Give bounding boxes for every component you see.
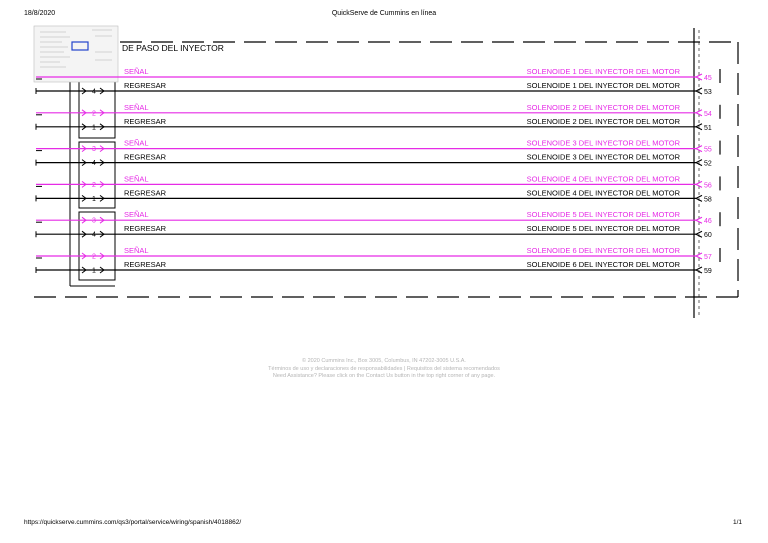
return-label: REGRESAR [124, 81, 167, 90]
signal-destination: SOLENOIDE 2 DEL INYECTOR DEL MOTOR [526, 102, 680, 112]
signal-pin-right: 45 [704, 75, 712, 82]
signal-label: SEÑAL [124, 138, 149, 148]
signal-destination: SOLENOIDE 3 DEL INYECTOR DEL MOTOR [526, 138, 680, 148]
return-pin-right: 53 [704, 89, 712, 96]
return-label: REGRESAR [124, 152, 167, 162]
return-label: REGRESAR [124, 116, 167, 126]
signal-label: SEÑAL [124, 102, 149, 112]
signal-arrow [696, 253, 702, 259]
locator-thumbnail [34, 26, 118, 82]
return-pin-right: 58 [704, 196, 712, 204]
return-pin-left: 4 [92, 160, 96, 168]
signal-label: SEÑAL [124, 246, 149, 255]
signal-arrow [696, 181, 702, 187]
signal-pin-right: 46 [704, 218, 712, 226]
return-destination: SOLENOIDE 5 DEL INYECTOR DEL MOTOR [526, 224, 680, 234]
requirements-link[interactable]: Requisitos del sistema recomendados [406, 365, 500, 372]
assistance-line: Need Assistance? Please click on the Contact Us button in the top right corner of any page. [272, 373, 496, 379]
signal-destination: SOLENOIDE 5 DEL INYECTOR DEL MOTOR [526, 210, 680, 220]
return-pin-left: 4 [92, 88, 96, 96]
legal-links [0, 366, 768, 374]
return-label: REGRESAR [124, 260, 167, 269]
return-pin-right: 59 [704, 268, 712, 275]
signal-destination: SOLENOIDE 4 DEL INYECTOR DEL MOTOR [526, 174, 680, 184]
return-pin-left: 4 [92, 231, 96, 239]
return-destination: SOLENOIDE 6 DEL INYECTOR DEL MOTOR [526, 260, 680, 269]
signal-label: SEÑAL [124, 210, 149, 220]
return-pin-left: 1 [92, 195, 96, 203]
signal-arrow [696, 217, 702, 223]
signal-label: SEÑAL [124, 67, 149, 76]
return-pin-right: 60 [704, 232, 712, 240]
page-number: 1/1 [732, 519, 742, 526]
diagram-heading: DE PASO DEL INYECTOR [122, 43, 224, 53]
return-pin-right: 52 [704, 160, 712, 168]
return-destination: SOLENOIDE 3 DEL INYECTOR DEL MOTOR [526, 152, 680, 162]
return-pin-left: 1 [92, 267, 96, 275]
signal-pin-right: 56 [704, 182, 712, 190]
signal-pin-right: 57 [704, 254, 712, 261]
return-pin-right: 51 [704, 124, 712, 132]
signal-arrow [696, 146, 702, 152]
signal-pin-left: 3 [92, 146, 96, 154]
signal-pin-right: 55 [704, 146, 712, 154]
signal-arrow [696, 110, 702, 116]
signal-label: SEÑAL [124, 174, 149, 184]
page-url: https://quickserve.cummins.com/qs3/portal/service/wiring/spanish/4018862/ [24, 519, 242, 526]
copyright-line: © 2020 Cummins Inc., Box 3005, Columbus, IN 47202-3005 U.S.A. [302, 358, 466, 364]
copyright-block [0, 358, 768, 381]
link-separator: | [403, 365, 406, 372]
return-destination: SOLENOIDE 4 DEL INYECTOR DEL MOTOR [526, 188, 680, 198]
page-title: QuickServe de Cummins en línea [331, 10, 437, 17]
print-date: 18/8/2020 [24, 10, 56, 17]
return-destination: SOLENOIDE 2 DEL INYECTOR DEL MOTOR [526, 116, 680, 126]
signal-destination: SOLENOIDE 6 DEL INYECTOR DEL MOTOR [526, 246, 680, 255]
signal-destination: SOLENOIDE 1 DEL INYECTOR DEL MOTOR [526, 67, 680, 76]
return-label: REGRESAR [124, 224, 167, 234]
return-label: REGRESAR [124, 188, 167, 198]
return-destination: SOLENOIDE 1 DEL INYECTOR DEL MOTOR [526, 81, 680, 90]
signal-pin-right: 54 [704, 110, 712, 118]
signal-pin-left: 2 [92, 110, 96, 118]
signal-pin-left: 2 [92, 181, 96, 189]
signal-pin-left: 2 [92, 253, 96, 261]
return-pin-left: 1 [92, 124, 96, 132]
signal-pin-left: 3 [92, 217, 96, 225]
signal-arrow [696, 74, 702, 80]
terms-link[interactable]: Términos de uso y declaraciones de responsabilidades [268, 365, 403, 372]
